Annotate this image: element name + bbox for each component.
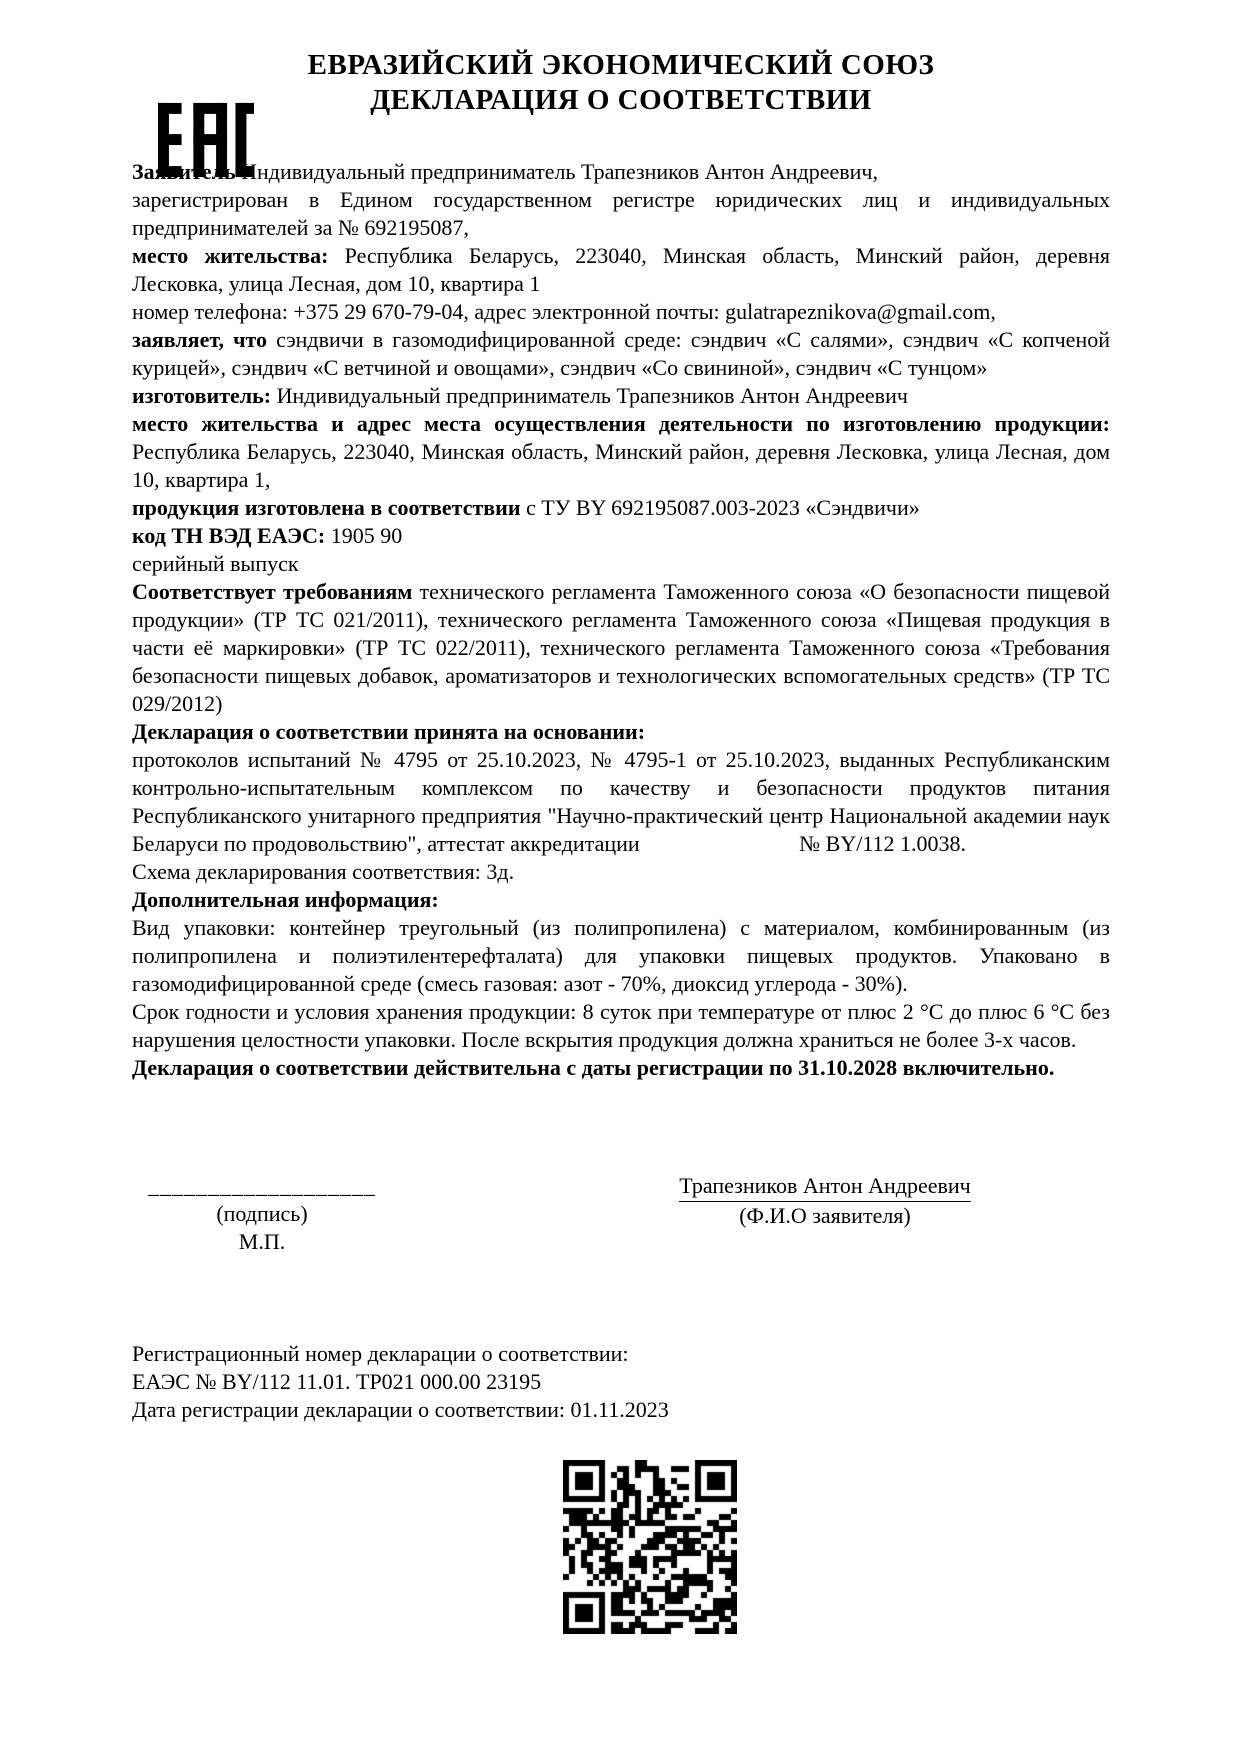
text-run: Индивидуальный предприниматель Трапезников Антон Андреевич,: [241, 159, 878, 184]
text-run: серийный выпуск: [132, 551, 299, 576]
signature-left-block: [132, 1172, 392, 1256]
paragraph-16: [132, 914, 1110, 998]
paragraph-3: [132, 242, 1110, 298]
signature-line: ___________________: [148, 1173, 376, 1198]
bold-run: код ТН ВЭД ЕАЭС:: [132, 523, 331, 548]
text-run: сэндвичи в газомодифицированной среде: сэндвич «С салями», сэндвич «С копченой курицей», сэндвич «С ветчиной и овощами», сэндвич «Со свининой», сэндвич «С тунцом»: [132, 327, 1110, 380]
paragraph-10: [132, 550, 1110, 578]
text-run: номер телефона: +375 29 670-79-04, адрес электронной почты: gulatrapeznikova@gmail.com,: [132, 299, 996, 324]
header-union-title: ЕВРАЗИЙСКИЙ ЭКОНОМИЧЕСКИЙ СОЮЗ: [307, 49, 935, 81]
paragraph-6: [132, 382, 1110, 410]
bold-run: Заявитель: [132, 159, 242, 184]
paragraph-7: [132, 410, 1110, 494]
registration-number-label: Регистрационный номер декларации о соответствии:: [132, 1341, 629, 1366]
paragraph-1: [132, 158, 1110, 186]
qr-code: [563, 1460, 737, 1634]
registration-number-value: ЕАЭС № BY/112 11.01. ТР021 000.00 23195: [132, 1369, 542, 1394]
paragraph-18: [132, 1054, 1110, 1082]
document-header: [132, 48, 1110, 118]
paragraph-14: [132, 858, 1110, 886]
paragraph-4: [132, 298, 1110, 326]
text-run: 1905 90: [330, 523, 403, 548]
bold-run: продукция изготовлена в соответствии: [132, 495, 527, 520]
paragraph-8: [132, 494, 1110, 522]
signature-right-block: [675, 1172, 975, 1230]
bold-run: заявляет, что: [132, 327, 277, 352]
text-run: с ТУ BY 692195087.003-2023 «Сэндвичи»: [526, 495, 920, 520]
text-run: Вид упаковки: контейнер треугольный (из полипропилена) с материалом, комбинированным (из полипропилена и полиэтилентерефталата) для упаковки пищевых продуктов. Упаковано в газомодифицированной среде (смесь газовая: азот - 70%, диоксид углерода - 30%).: [132, 915, 1110, 996]
bold-run: Дополнительная информация:: [132, 887, 439, 912]
paragraph-9: [132, 522, 1110, 550]
applicant-name-caption: (Ф.И.О заявителя): [739, 1203, 911, 1228]
text-run: Республика Беларусь, 223040, Минская область, Минский район, деревня Лесковка, улица Лесная, дом 10, квартира 1,: [132, 439, 1110, 492]
bold-run: Декларация о соответствии действительна с даты регистрации по 31.10.2028 включительно.: [132, 1055, 1055, 1080]
paragraph-2: [132, 186, 1110, 242]
paragraph-15: [132, 886, 1110, 914]
bold-run: изготовитель:: [132, 383, 277, 408]
bold-run: место жительства:: [132, 243, 345, 268]
text-run: Республика Беларусь, 223040, Минская область, Минский район, деревня Лесковка, улица Лесная, дом 10, квартира 1: [132, 243, 1110, 296]
document-body: [132, 158, 1110, 1082]
text-run: Срок годности и условия хранения продукции: 8 суток при температуре от плюс 2 °С до плюс 6 °С без нарушения целостности упаковки. После вскрытия продукция должна храниться не более 3-х часов.: [132, 999, 1110, 1052]
paragraph-17: [132, 998, 1110, 1054]
applicant-name: Трапезников Антон Андреевич: [679, 1172, 970, 1202]
stamp-placeholder: М.П.: [238, 1229, 286, 1254]
bold-run: место жительства и адрес места осуществления деятельности по изготовлению продукции:: [132, 411, 1110, 436]
text-run: зарегистрирован в Едином государственном регистре юридических лиц и индивидуальных предпринимателей за № 692195087,: [132, 187, 1110, 240]
paragraph-12: [132, 718, 1110, 746]
text-run: Схема декларирования соответствия: 3д.: [132, 859, 515, 884]
paragraph-5: [132, 326, 1110, 382]
paragraph-11: [132, 578, 1110, 718]
text-run: протоколов испытаний № 4795 от 25.10.2023, № 4795-1 от 25.10.2023, выданных Республиканским контрольно-испытательным комплексом по качеству и безопасности продуктов питания Республиканского унитарного предприятия "Научно-практический центр Национальной академии наук Беларуси по продовольствию", аттестат аккредитации № BY/112 1.0038.: [132, 747, 1110, 856]
bold-run: Соответствует требованиям: [132, 579, 420, 604]
header-declaration-title: ДЕКЛАРАЦИЯ О СООТВЕТСТВИИ: [370, 84, 872, 116]
bold-run: Декларация о соответствии принята на основании:: [132, 719, 646, 744]
registration-block: [132, 1340, 1110, 1424]
text-run: Индивидуальный предприниматель Трапезников Антон Андреевич: [276, 383, 908, 408]
paragraph-13: [132, 746, 1110, 858]
registration-date: Дата регистрации декларации о соответствии: 01.11.2023: [132, 1397, 669, 1422]
signature-caption: (подпись): [216, 1201, 308, 1226]
text-run: технического регламента Таможенного союза «О безопасности пищевой продукции» (ТР ТС 021/2011), технического регламента Таможенного союза «Пищевая продукция в части её маркировки» (ТР ТС 022/2011), технического регламента Таможенного союза «Требования безопасности пищевых добавок, ароматизаторов и технологических вспомогательных средств» (ТР ТС 029/2012): [132, 579, 1111, 716]
